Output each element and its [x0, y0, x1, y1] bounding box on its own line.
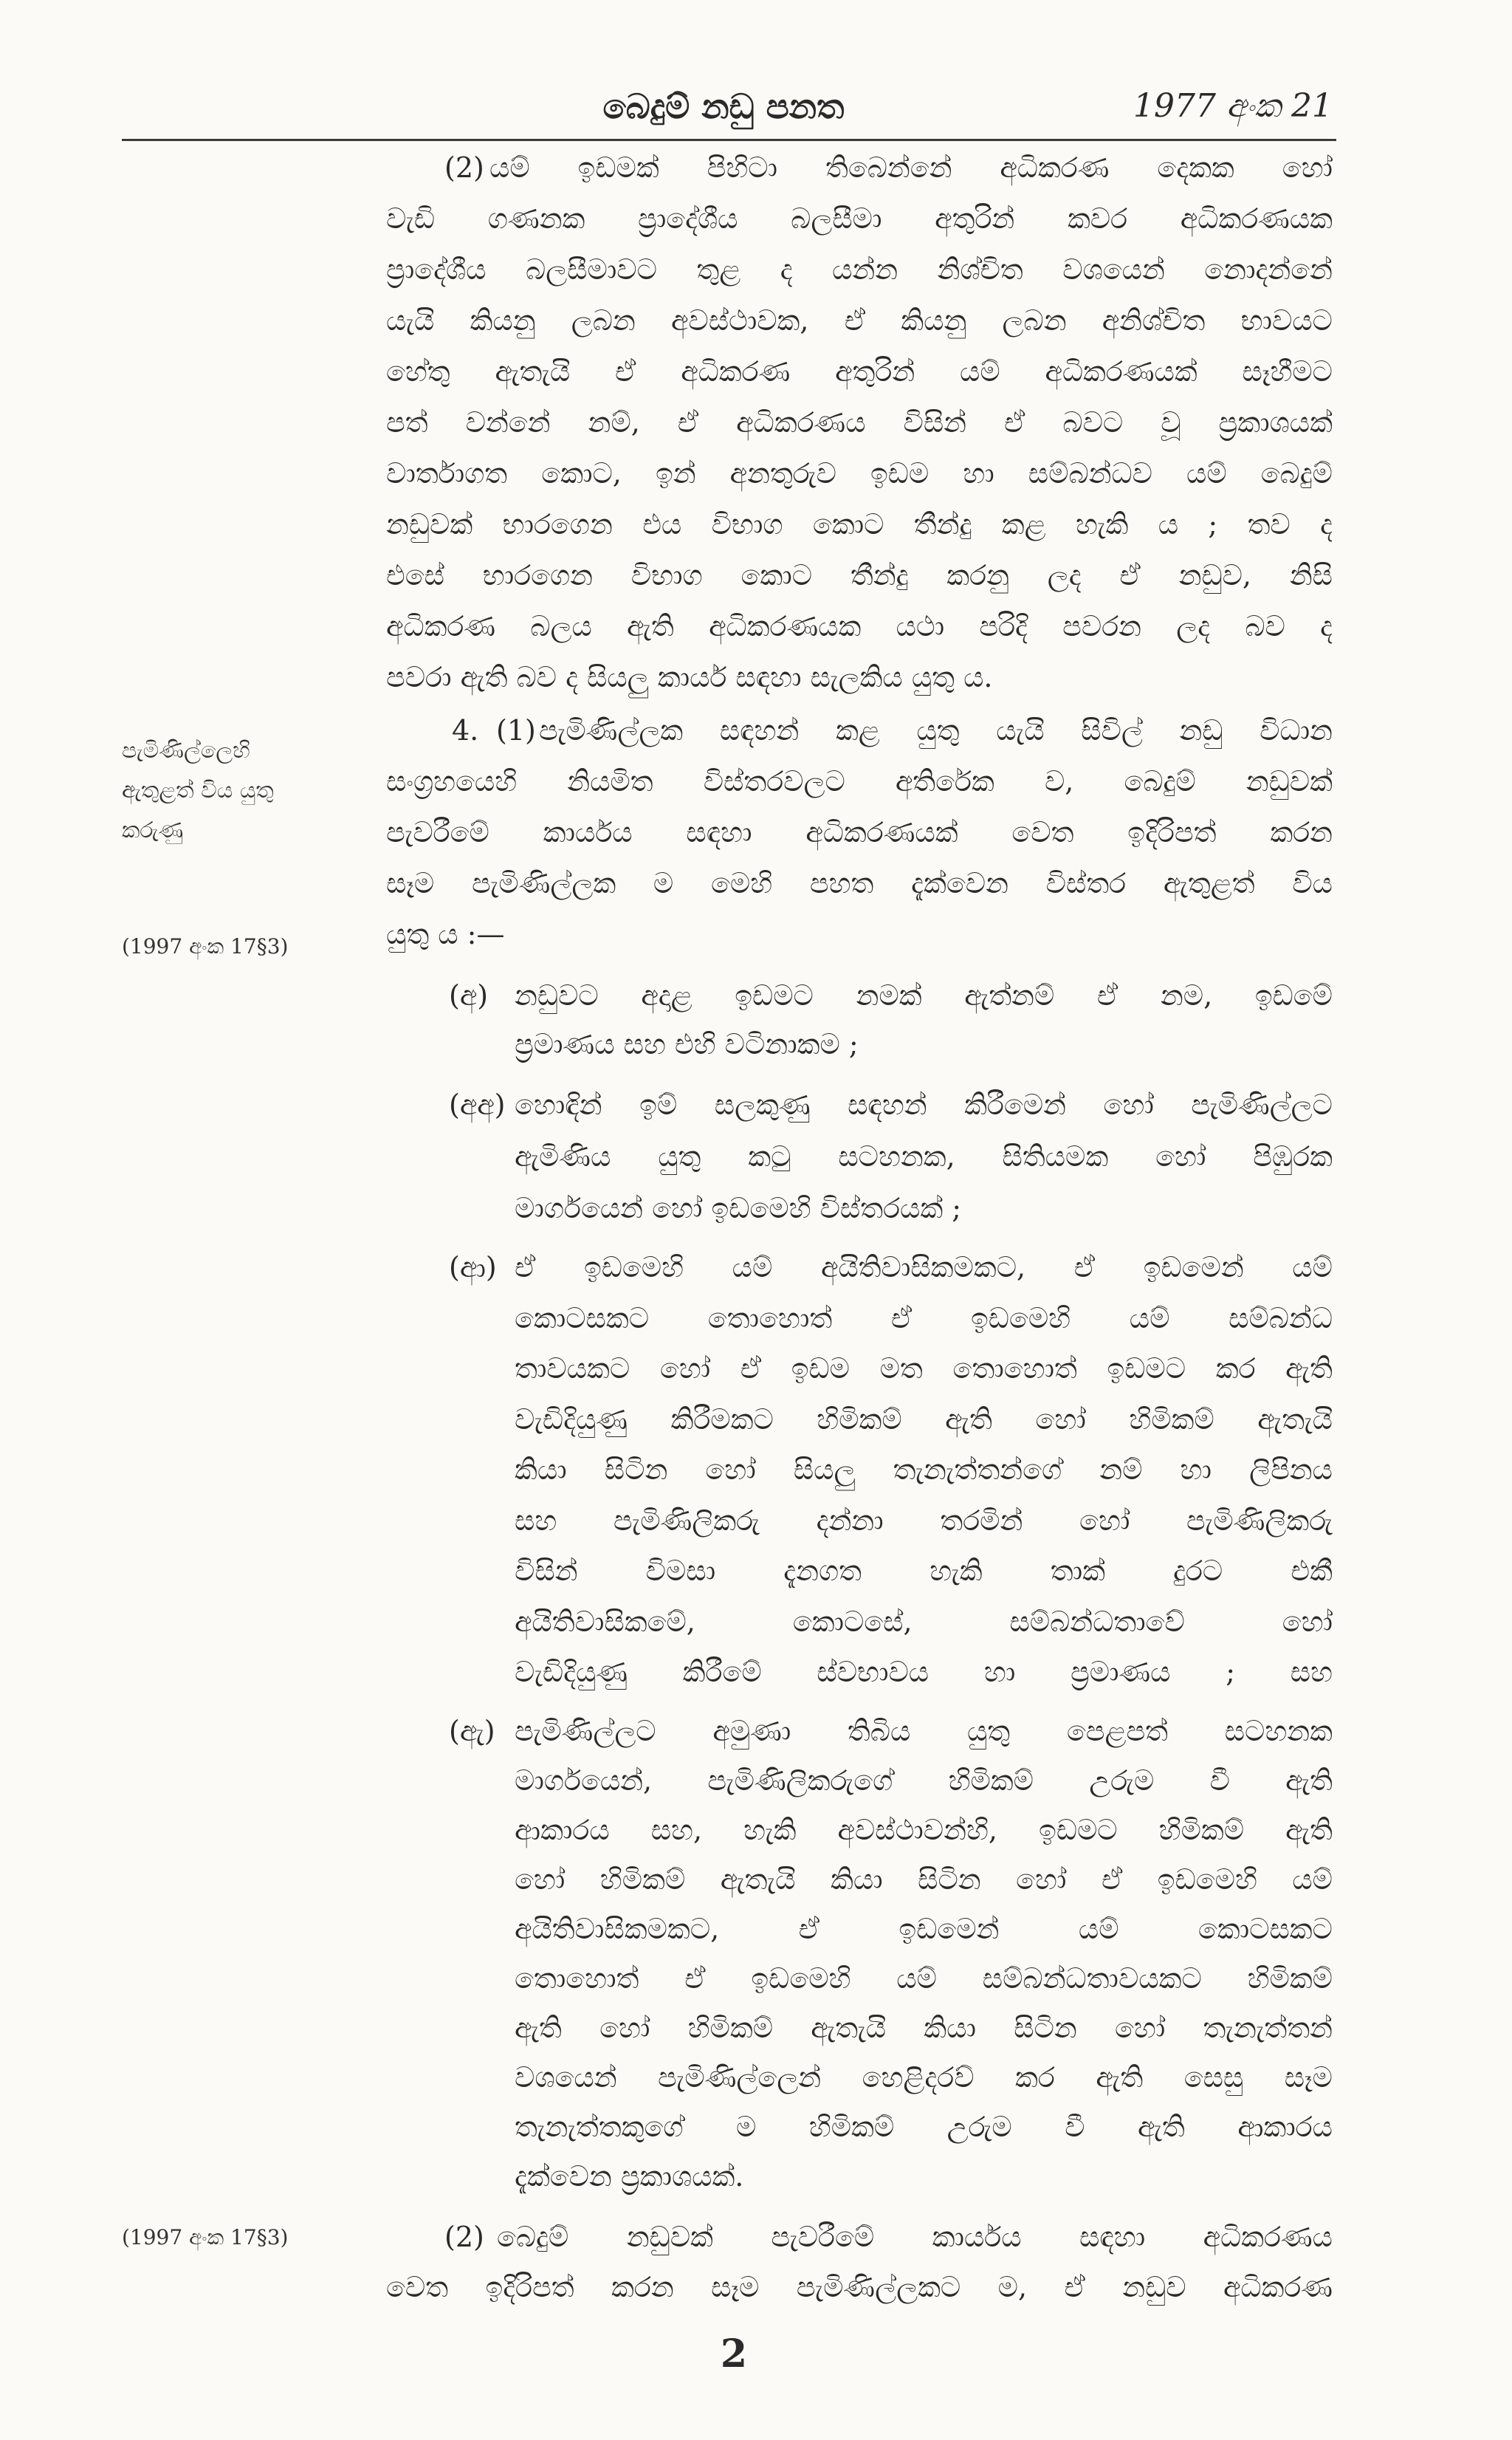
text-line: ඇමිණිය යුතු කටු සටහනක, සිතියමක හෝ පිඹුරක: [515, 1140, 1333, 1173]
text-line: අධිකරණ බලය ඇති අධිකරණයක යථා පරිදි පවරන ලද බව ද: [386, 610, 1333, 642]
text-line: ඒ ඉඩමෙහි යම් අයිතිවාසිකමකට, ඒ ඉඩමෙන් යම්: [515, 1251, 1333, 1284]
text-line: හොඳින් ඉම් සලකුණු සඳහන් කිරීමෙන් හෝ පැමිණිල්ලට: [515, 1089, 1333, 1121]
margin-note-amendment: (1997 අංක 17§3): [122, 934, 289, 959]
text-line: සහ පැමිණිලිකරු දන්නා තරමින් හෝ පැමිණිලිකරු: [515, 1504, 1333, 1537]
text-line: වෙත ඉදිරිපත් කරන සෑම පැමිණිල්ලකට ම, ඒ නඩුව අධිකරණ: [386, 2271, 1333, 2303]
section-number: 4.: [452, 714, 479, 747]
text-line: නඩුවට අදාළ ඉඩමට නමක් ඇත්නම් ඒ නම, ඉඩමේ: [515, 979, 1333, 1012]
act-number: 1977 අංක 21: [1133, 87, 1333, 125]
subsection-3-2: [386, 143, 1333, 703]
text-line: පැවරීමේ කාර්යය සඳහා අධිකරණයක් වෙත ඉදිරිපත් කරන: [386, 816, 1333, 849]
text-line: පැමිණිල්ලක සඳහන් කළ යුතු යැයි සිවිල් නඩු විධාන: [539, 714, 1333, 747]
text-line: පත් වන්නේ නම්, ඒ අධිකරණය විසින් ඒ බවට වූ ප්‍රකාශයක්: [386, 406, 1333, 439]
subsection-label: (2): [444, 151, 484, 184]
text-line: වැඩි ගණනක ප්‍රාදේශීය බලසීමා අතුරින් කවර අධිකරණයක: [386, 202, 1333, 235]
clause-c: [449, 1707, 1333, 2201]
text-line: යුතු ය :—: [386, 918, 505, 950]
header-rule: [122, 139, 1336, 141]
subsection-label: (1): [496, 714, 536, 747]
section-4-subsection-2: [386, 2212, 1333, 2312]
text-line: යම් ඉඩමක් පිහිටා තිබෙන්නේ අධිකරණ දෙකක හෝ: [489, 151, 1333, 184]
text-line: ප්‍රාදේශීය බලසීමාවට තුළ ද යන්න නිශ්චිත වශයෙන් නොදන්නේ: [386, 253, 1333, 286]
text-line: පැමිණිල්ලට අමුණා තිබිය යුතු පෙළපත් සටහනක: [515, 1715, 1333, 1747]
margin-note-amendment: (1997 අංක 17§3): [122, 2225, 289, 2249]
text-line: බෙදුම් නඩුවක් පැවරීමේ කාර්යය සඳහා අධිකරණය: [497, 2221, 1333, 2253]
clause-label: (ආ): [449, 1251, 497, 1284]
text-line: වාර්තාගත කොට, ඉන් අනතුරුව ඉඩම හා සම්බන්ධව යම් බෙදුම්: [386, 457, 1333, 490]
text-line: පවරා ඇති බව ද සියලු කාර්ය සඳහා සැලකිය යුතු ය.: [386, 661, 993, 693]
margin-note-line: ඇතුළත් විය යුතු: [122, 778, 274, 803]
text-line: එසේ භාරගෙන විභාග කොට තීන්දු කරනු ලද ඒ නඩුව, නිසි: [386, 559, 1333, 592]
text-line: තැනැත්තකුගේ ම හිමිකම් උරුම වී ඇති ආකාරය: [515, 2111, 1333, 2143]
page-number: 2: [720, 2331, 748, 2376]
clause-label: (අ): [449, 979, 489, 1012]
clause-a: [449, 971, 1333, 1069]
text-line: හෝ හිමිකම් ඇතැයි කියා සිටින හෝ ඒ ඉඩමෙහි යම්: [515, 1863, 1333, 1896]
text-line: කොටසකට තොහොත් ඒ ඉඩමෙහි යම් සම්බන්ධ: [515, 1301, 1333, 1334]
subsection-label: (2): [444, 2221, 484, 2253]
clause-aa: [449, 1079, 1333, 1234]
text-line: විසින් විමසා දැනගත හැකි තාක් දුරට එකී: [515, 1555, 1333, 1587]
text-line: හේතු ඇතැයි ඒ අධිකරණ අතුරින් යම් අධිකරණයක් සෑහීමට: [386, 355, 1333, 388]
margin-note-plaint-contents: [122, 731, 365, 851]
margin-note-line: පැමිණිල්ලෙහි: [122, 738, 250, 764]
text-line: මාර්ගයෙන්, පැමිණිලිකරුගේ හිමිකම් උරුම වී ඇති: [515, 1764, 1333, 1797]
text-line: මාර්ගයෙන් හෝ ඉඩමෙහි විස්තරයක් ;: [515, 1192, 962, 1224]
text-line: නඩුවක් භාරගෙන එය විභාග කොට තීන්දු කළ හැකි ය ; තව ද: [386, 508, 1333, 541]
text-line: වැඩිදියුණු කිරීමේ ස්වභාවය හා ප්‍රමාණය ; සහ: [515, 1656, 1333, 1688]
clause-b: [449, 1242, 1333, 1698]
text-line: කියා සිටින හෝ සියලු තැනැත්තන්ගේ නම් හා ලිපිනය: [515, 1453, 1333, 1486]
margin-note-line: කරුණු: [122, 818, 184, 843]
text-line: වැඩිදියුණු කිරීමකට හිමිකම් ඇති හෝ හිමිකම් ඇතැයි: [515, 1402, 1333, 1436]
text-line: ඇති හෝ හිමිකම් ඇතැයි කියා සිටින හෝ තැනැත්තන්: [515, 2012, 1333, 2044]
clause-label: (ඇ): [449, 1715, 495, 1747]
text-line: ආකාරය සහ, හැකි අවස්ථාවන්හි, ඉඩමට හිමිකම් ඇති: [515, 1814, 1333, 1846]
text-line: අයිතිවාසිකමකට, ඒ ඉඩමෙන් යම් කොටසකට: [515, 1913, 1333, 1945]
text-line: වශයෙන් පැමිණිල්ලෙන් හෙළිදරව් කර ඇති සෙසු සෑම: [515, 2061, 1333, 2094]
text-line: දැක්වෙන ප්‍රකාශයක්.: [515, 2160, 744, 2193]
document-header-title: බෙදුම් නඩු පනත: [602, 86, 845, 126]
text-line: සෑම පැමිණිල්ලක ම මෙහි පහත දැක්වෙන විස්තර ඇතුළත් විය: [386, 867, 1333, 899]
text-line: අයිතිවාසිකමේ, කොටසේ, සම්බන්ධතාවේ හෝ: [515, 1605, 1333, 1638]
clause-label: (අඅ): [449, 1089, 506, 1121]
text-line: ප්‍රමාණය සහ එහි වටිනාකම ;: [515, 1028, 859, 1060]
section-4-subsection-1: [386, 705, 1333, 960]
text-line: තාවයකට හෝ ඒ ඉඩම මත තොහොත් ඉඩමට කර ඇති: [515, 1352, 1333, 1385]
text-line: සංග්‍රහයෙහි නියමිත විස්තරවලට අතිරේක ව, බෙදුම් නඩුවක්: [386, 765, 1333, 798]
text-line: තොහොත් ඒ ඉඩමෙහි යම් සම්බන්ධතාවයකට හිමිකම්: [515, 1962, 1333, 1995]
text-line: යැයි කියනු ලබන අවස්ථාවක, ඒ කියනු ලබන අනිශ්චිත භාවයට: [386, 304, 1333, 337]
